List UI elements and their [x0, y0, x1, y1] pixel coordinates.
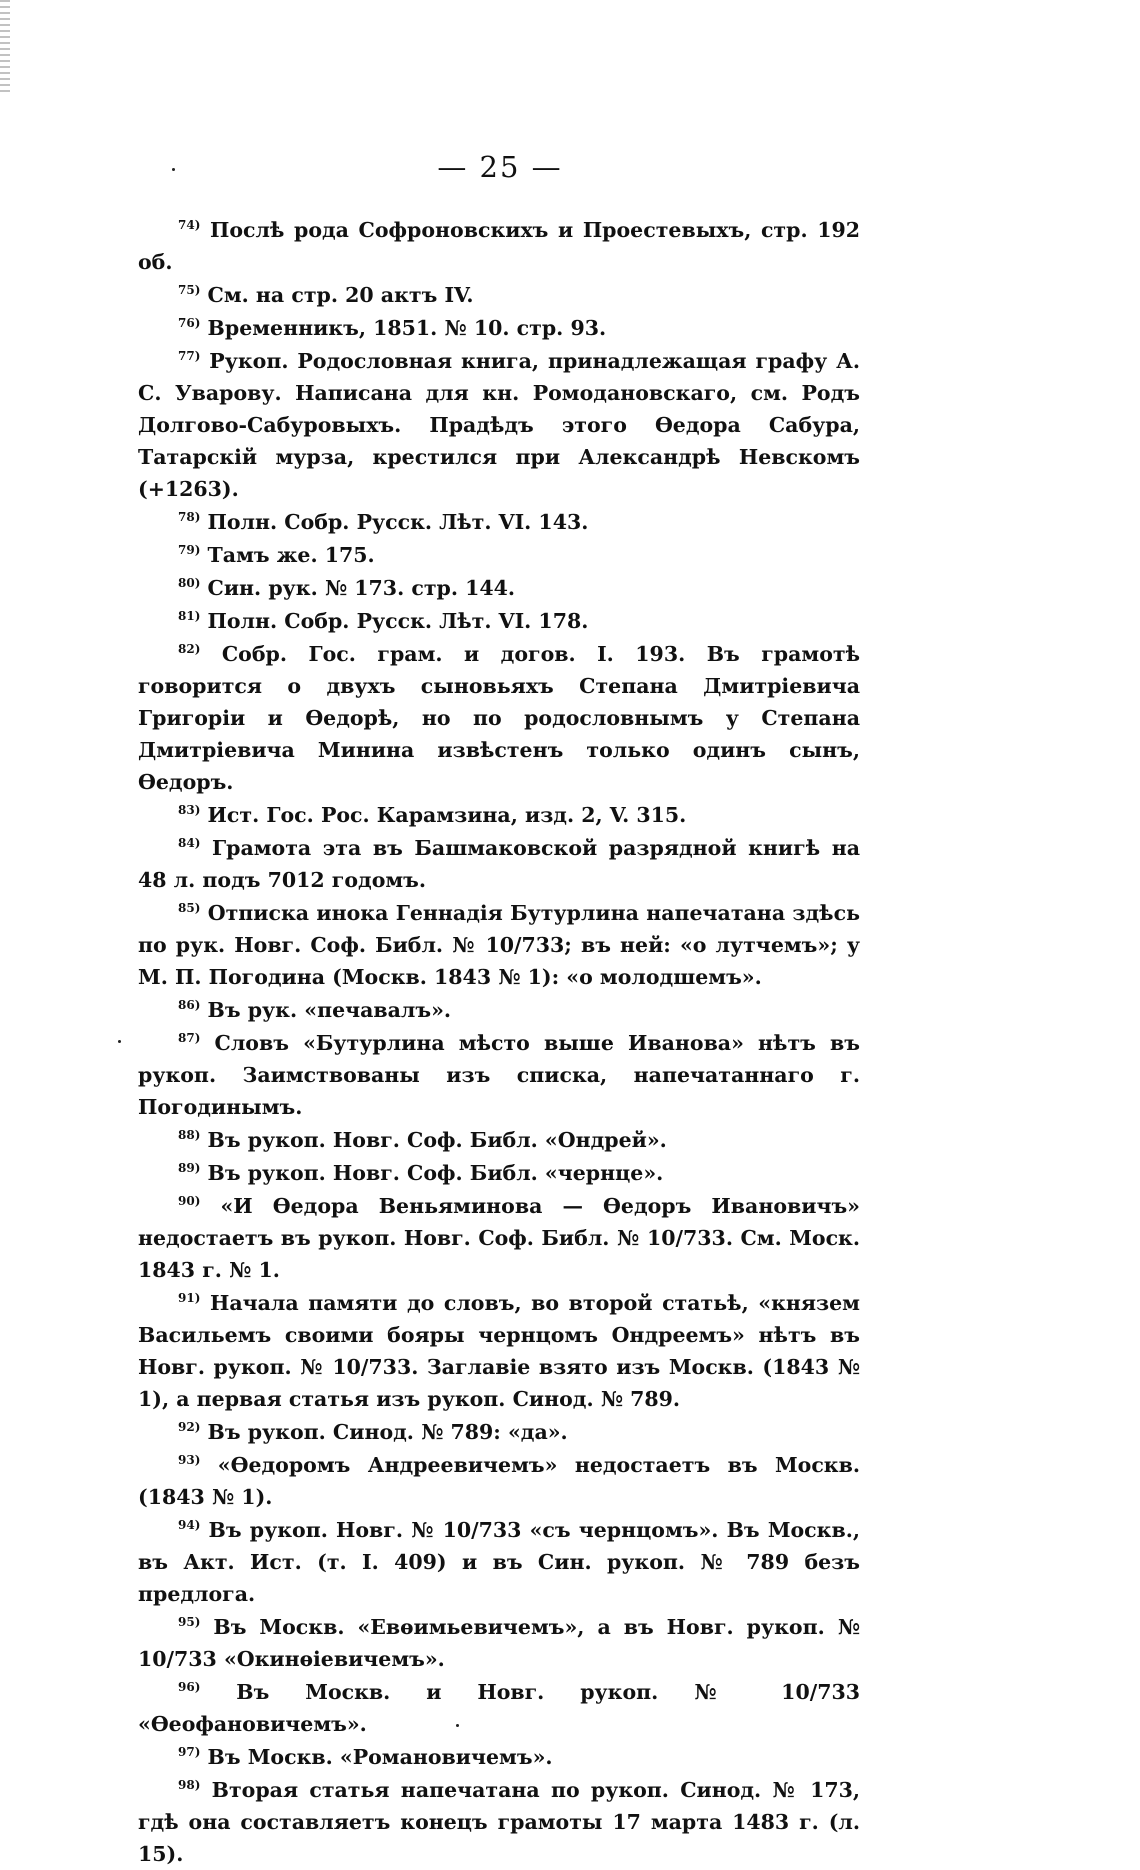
- footnote-text: Въ Москв. «Романовичемъ».: [200, 1745, 553, 1769]
- footnote-mark: 84): [178, 836, 201, 850]
- footnote-80: [138, 572, 860, 604]
- footnote-mark: 76): [178, 316, 201, 330]
- footnote-text: Въ Москв. и Новг. рукоп. № 10/733 «Ѳеофановичемъ».: [138, 1680, 860, 1736]
- footnote-text: Въ рук. «печавалъ».: [200, 998, 452, 1022]
- footnote-mark: 93): [178, 1453, 201, 1467]
- footnote-79: [138, 539, 860, 571]
- footnote-text: Въ рукоп. Новг. Соф. Библ. «чернце».: [200, 1161, 664, 1185]
- footnote-92: [138, 1416, 860, 1448]
- footnote-text: «Ѳедоромъ Андреевичемъ» недостаетъ въ Москв. (1843 № 1).: [138, 1453, 860, 1509]
- footnote-83: [138, 799, 860, 831]
- footnote-77: [138, 345, 860, 505]
- footnote-mark: 80): [178, 576, 201, 590]
- footnote-88: [138, 1124, 860, 1156]
- footnote-mark: 86): [178, 998, 201, 1012]
- footnote-94: [138, 1514, 860, 1610]
- footnote-76: [138, 312, 860, 344]
- footnote-98: [138, 1774, 860, 1870]
- footnote-mark: 98): [178, 1778, 201, 1792]
- footnote-mark: 81): [178, 609, 201, 623]
- footnote-text: Полн. Собр. Русск. Лѣт. VI. 143.: [200, 510, 589, 534]
- footnote-84: [138, 832, 860, 896]
- footnote-text: Собр. Гос. грам. и догов. I. 193. Въ грамотѣ говорится о двухъ сыновьяхъ Степана Дмитріевича Григоріи и Ѳедорѣ, но по родословнымъ у Степана Дмитріевича Минина извѣстенъ только одинъ сынъ, Ѳедоръ.: [138, 642, 860, 794]
- scan-speck: [456, 1724, 459, 1727]
- footnote-mark: 85): [178, 901, 201, 915]
- footnote-89: [138, 1157, 860, 1189]
- footnote-text: Ист. Гос. Рос. Карамзина, изд. 2, V. 315.: [200, 803, 687, 827]
- footnote-75: [138, 279, 860, 311]
- page-number: — 25 —: [437, 150, 563, 184]
- footnote-text: Временникъ, 1851. № 10. стр. 93.: [200, 316, 607, 340]
- footnote-mark: 77): [178, 349, 201, 363]
- footnote-text: Въ рукоп. Синод. № 789: «да».: [200, 1420, 568, 1444]
- footnote-97: [138, 1741, 860, 1773]
- footnote-mark: 88): [178, 1128, 201, 1142]
- footnote-mark: 90): [178, 1194, 201, 1208]
- footnote-81: [138, 605, 860, 637]
- footnote-mark: 94): [178, 1518, 201, 1532]
- footnote-78: [138, 506, 860, 538]
- footnote-90: [138, 1190, 860, 1286]
- footnote-text: Въ рукоп. Новг. № 10/733 «съ чернцомъ». Въ Москв., въ Акт. Ист. (т. I. 409) и въ Син. рукоп. № 789 безъ предлога.: [138, 1518, 860, 1606]
- footnote-82: [138, 638, 860, 798]
- footnote-mark: 91): [178, 1291, 201, 1305]
- footnote-91: [138, 1287, 860, 1415]
- footnote-mark: 78): [178, 510, 201, 524]
- footnote-mark: 82): [178, 642, 201, 656]
- footnote-mark: 89): [178, 1161, 201, 1175]
- footnote-text: Полн. Собр. Русск. Лѣт. VI. 178.: [200, 609, 589, 633]
- footnote-95: [138, 1611, 860, 1675]
- scan-edge-artifact: [0, 0, 10, 95]
- footnote-text: Рукоп. Родословная книга, принадлежащая графу А. С. Уварову. Написана для кн. Ромодановскаго, см. Родъ Долгово-Сабуровыхъ. Прадѣдъ этого Ѳедора Сабура, Татарскій мурза, крестился при Александрѣ Невскомъ (+1263).: [138, 349, 860, 501]
- footnote-text: «И Ѳедора Веньяминова — Ѳедоръ Ивановичъ» недостаетъ въ рукоп. Новг. Соф. Библ. № 10/733. См. Моск. 1843 г. № 1.: [138, 1194, 860, 1282]
- footnote-text: Тамъ же. 175.: [200, 543, 375, 567]
- footnote-mark: 95): [178, 1615, 201, 1629]
- footnote-86: [138, 994, 860, 1026]
- footnote-93: [138, 1449, 860, 1513]
- footnote-text: Послѣ рода Софроновскихъ и Проестевыхъ, стр. 192 об.: [138, 218, 860, 274]
- footnote-mark: 75): [178, 283, 201, 297]
- footnote-mark: 92): [178, 1420, 201, 1434]
- footnote-text: Въ рукоп. Новг. Соф. Библ. «Ондрей».: [200, 1128, 667, 1152]
- footnote-text: См. на стр. 20 актъ IV.: [200, 283, 474, 307]
- footnote-text: Начала памяти до словъ, во второй статьѣ, «князем Васильемъ своими бояры чернцомъ Ондреемъ» нѣтъ въ Новг. рукоп. № 10/733. Заглавіе взято изъ Москв. (1843 № 1), а первая статья изъ рукоп. Синод. № 789.: [138, 1291, 860, 1411]
- footnote-74: [138, 214, 860, 278]
- footnote-text: Отписка инока Геннадія Бутурлина напечатана здѣсь по рук. Новг. Соф. Библ. № 10/733; въ ней: «о лутчемъ»; у М. П. Погодина (Москв. 1843 № 1): «о молодшемъ».: [138, 901, 860, 989]
- footnote-text: Син. рук. № 173. стр. 144.: [200, 576, 516, 600]
- footnote-mark: 74): [178, 218, 201, 232]
- footnote-text: Вторая статья напечатана по рукоп. Синод. № 173, гдѣ она составляетъ конецъ грамоты 17 марта 1483 г. (л. 15).: [138, 1778, 860, 1866]
- footnote-mark: 83): [178, 803, 201, 817]
- footnotes-block: [138, 214, 860, 1870]
- footnote-mark: 96): [178, 1680, 201, 1694]
- footnote-mark: 79): [178, 543, 201, 557]
- footnote-mark: 97): [178, 1745, 201, 1759]
- scan-speck: [172, 168, 175, 171]
- footnote-text: Въ Москв. «Евѳимьевичемъ», а въ Новг. рукоп. № 10/733 «Окинѳіевичемъ».: [138, 1615, 860, 1671]
- footnote-87: [138, 1027, 860, 1123]
- footnote-85: [138, 897, 860, 993]
- footnote-96: [138, 1676, 860, 1740]
- footnote-mark: 87): [178, 1031, 201, 1045]
- footnote-text: Словъ «Бутурлина мѣсто выше Иванова» нѣтъ въ рукоп. Заимствованы изъ списка, напечатаннаго г. Погодинымъ.: [138, 1031, 860, 1119]
- footnote-text: Грамота эта въ Башмаковской разрядной книгѣ на 48 л. подъ 7012 годомъ.: [138, 836, 860, 892]
- scan-speck: [118, 1040, 121, 1043]
